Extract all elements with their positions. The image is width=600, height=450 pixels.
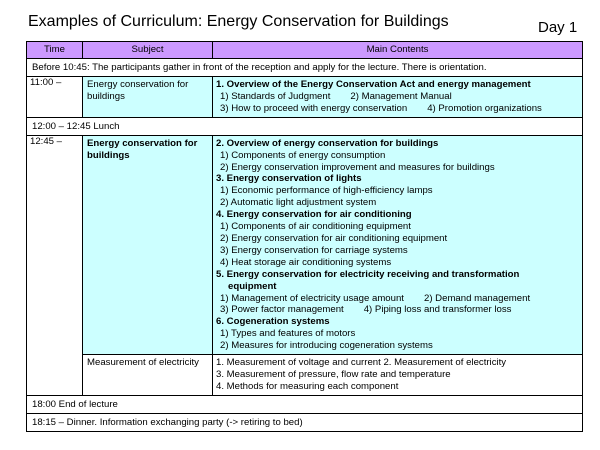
item-4-4: 4) Heat storage air conditioning systems [220, 256, 392, 268]
item-3-2: 2) Automatic light adjustment system [220, 197, 377, 209]
session3-subject: Measurement of electricity [83, 355, 213, 396]
before-row [27, 59, 583, 77]
session3-contents [213, 355, 583, 396]
item-4-3: 3) Energy conservation for carriage systems [220, 244, 408, 256]
item-5-line2 [216, 304, 579, 316]
end-text: 18:00 End of lecture [27, 395, 583, 413]
session1-contents [213, 77, 583, 118]
session1-heading: 1. Overview of the Energy Conservation Act and energy management [216, 79, 531, 90]
item-5-4: 4) Piping loss and transformer loss [363, 304, 512, 316]
session1-item3: 3) How to proceed with energy conservation [220, 102, 408, 114]
item-6-1: 1) Types and features of motors [220, 328, 356, 340]
curriculum-table [26, 41, 583, 432]
header-main-contents: Main Contents [213, 42, 583, 59]
session1-line2 [216, 103, 579, 115]
item-4-1: 1) Components of air conditioning equipment [220, 221, 411, 233]
dinner-row [27, 413, 583, 431]
session1-item1: 1) Standards of Judgment [220, 90, 331, 102]
item-6-2: 2) Measures for introducing cogeneration systems [220, 340, 433, 352]
item-2-1: 1) Components of energy consumption [220, 149, 386, 161]
day-label: Day 1 [538, 19, 578, 36]
dinner-text: 18:15 – Dinner. Information exchanging party (-> retiring to bed) [27, 413, 583, 431]
session1-line1 [216, 91, 579, 103]
item-5-1: 1) Management of electricity usage amount [220, 292, 404, 304]
item-5-line1 [216, 293, 579, 305]
heading-3: 3. Energy conservation of lights [216, 173, 362, 185]
lunch-row [27, 117, 583, 135]
session1-item4: 4) Promotion organizations [427, 102, 542, 114]
item-5-2: 2) Demand management [423, 292, 531, 304]
session3-line3: 4. Methods for measuring each component [216, 380, 399, 392]
heading-2: 2. Overview of energy conservation for buildings [216, 137, 439, 149]
session1-row [27, 77, 583, 118]
item-2-2: 2) Energy conservation improvement and measures for buildings [220, 161, 495, 173]
heading-5-cont: equipment [228, 280, 277, 292]
session1-item2: 2) Management Manual [350, 90, 452, 102]
session2-contents [213, 135, 583, 354]
end-row [27, 395, 583, 413]
session2-row [27, 135, 583, 354]
session1-time: 11:00 – [27, 77, 83, 118]
lunch-text: 12:00 – 12:45 Lunch [27, 117, 583, 135]
session3-line1: 1. Measurement of voltage and current 2. Measurement of electricity [216, 357, 507, 369]
header-row [27, 42, 583, 59]
session3-line2: 3. Measurement of pressure, flow rate and temperature [216, 368, 451, 380]
header-subject: Subject [83, 42, 213, 59]
header-time: Time [27, 42, 83, 59]
item-4-2: 2) Energy conservation for air conditioning equipment [220, 232, 448, 244]
heading-6: 6. Cogeneration systems [216, 316, 330, 328]
heading-5: 5. Energy conservation for electricity receiving and transformation [216, 268, 520, 280]
session1-subject: Energy conservation for buildings [83, 77, 213, 118]
item-3-1: 1) Economic performance of high-efficiency lamps [220, 185, 433, 197]
heading-4: 4. Energy conservation for air conditioning [216, 209, 412, 221]
page-title: Examples of Curriculum: Energy Conservation for Buildings [28, 13, 449, 30]
item-5-3: 3) Power factor management [220, 304, 344, 316]
session2-time: 12:45 – [27, 135, 83, 395]
before-text: Before 10:45: The participants gather in front of the reception and apply for the lecture. There is orientation. [27, 59, 583, 77]
session3-row [27, 355, 583, 396]
session2-subject: Energy conservation for buildings [83, 135, 213, 354]
